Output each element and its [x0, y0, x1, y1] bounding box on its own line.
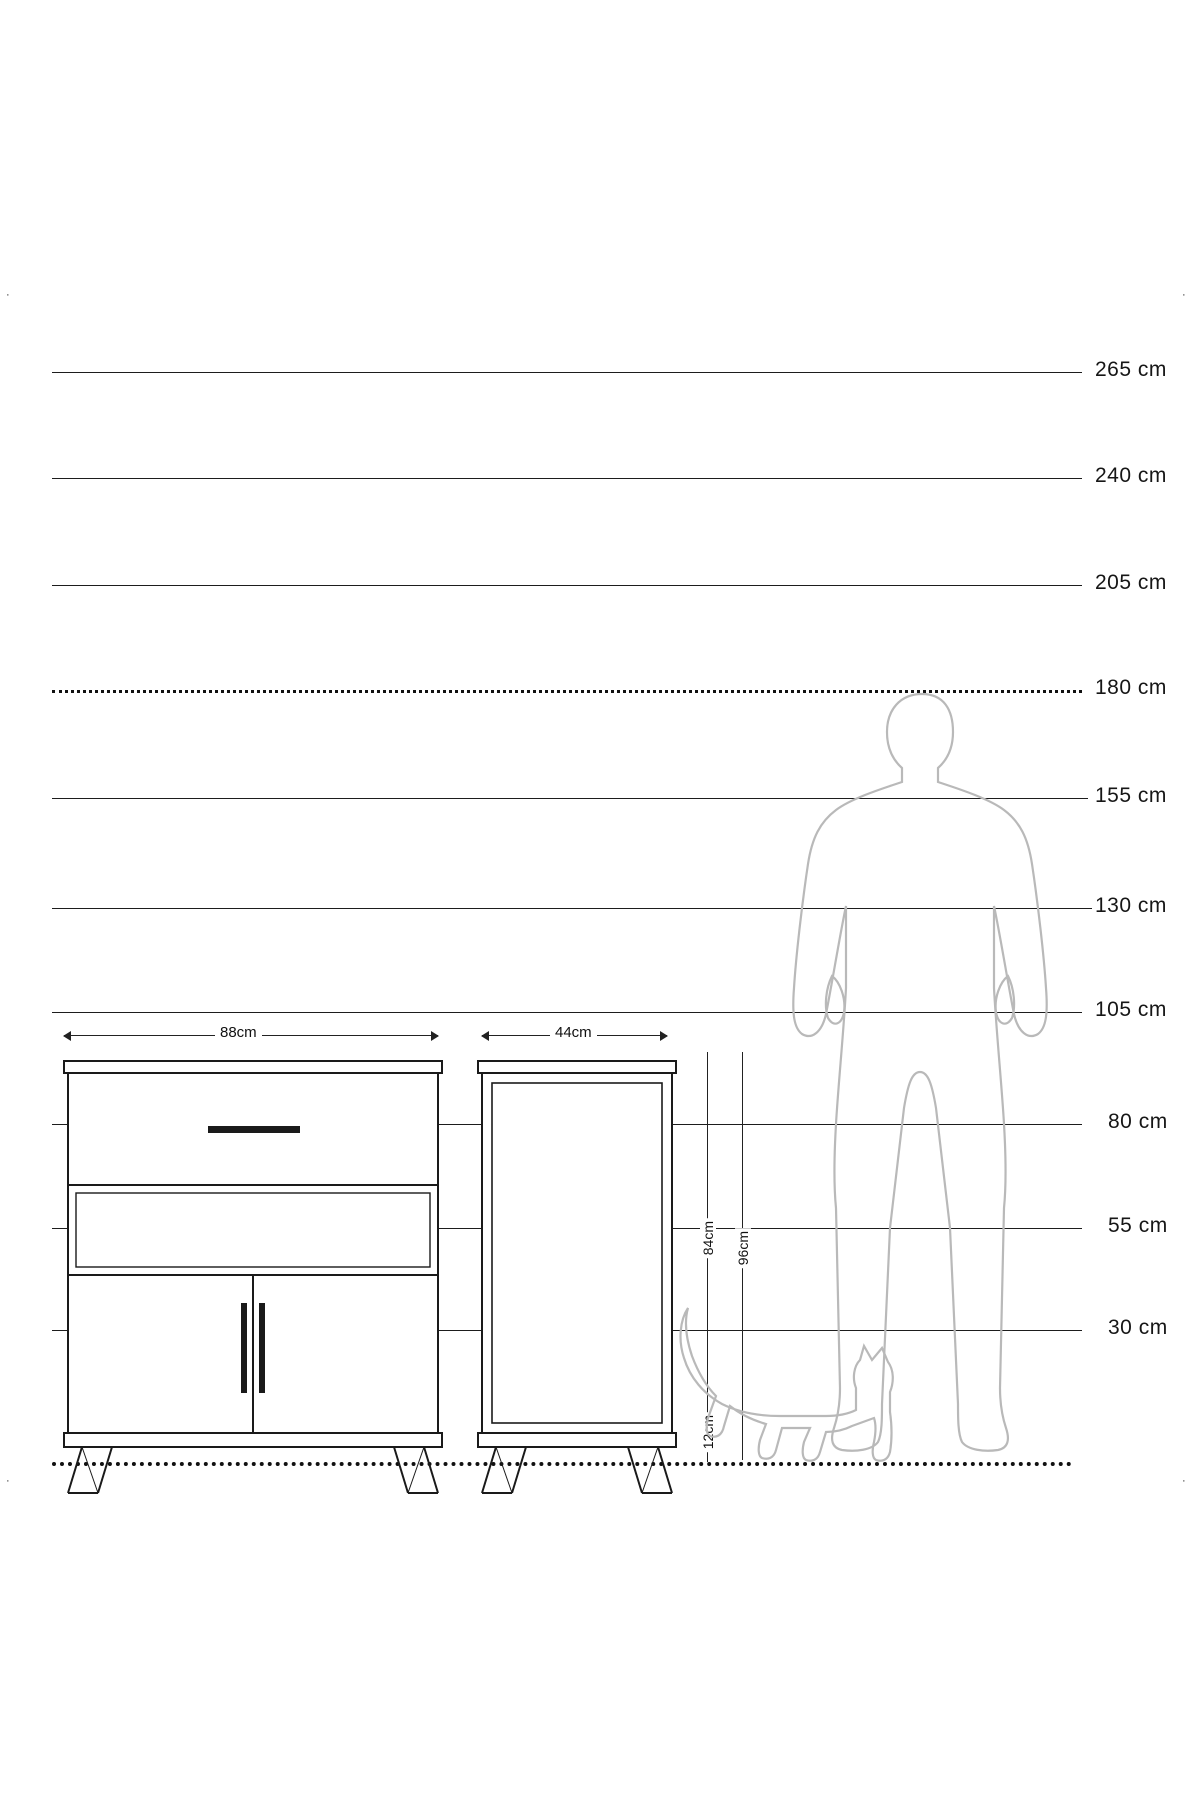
scale-label-240: 240 cm: [1095, 464, 1167, 487]
scale-line-265: [52, 372, 1082, 373]
sideboard-drawing: [58, 1045, 458, 1505]
corner-tick-bottom-right: ·: [1182, 1475, 1186, 1487]
corner-tick-bottom-left: ·: [6, 1475, 10, 1487]
scale-label-205: 205 cm: [1095, 571, 1167, 594]
dimension-label-88cm: 88cm: [215, 1024, 262, 1041]
dimension-label-12cm: 12cm: [700, 1412, 716, 1452]
scale-label-180: 180 cm: [1095, 676, 1167, 699]
scale-label-55: 55 cm: [1108, 1214, 1168, 1237]
cabinet-drawing: [472, 1045, 682, 1505]
scale-line-205: [52, 585, 1082, 586]
scale-label-80: 80 cm: [1108, 1110, 1168, 1133]
scale-label-155: 155 cm: [1095, 784, 1167, 807]
cat-silhouette: [676, 1300, 916, 1470]
dimension-label-84cm: 84cm: [700, 1218, 716, 1258]
scale-label-130: 130 cm: [1095, 894, 1167, 917]
dimension-label-44cm: 44cm: [550, 1024, 597, 1041]
scale-line-240: [52, 478, 1082, 479]
scale-label-30: 30 cm: [1108, 1316, 1168, 1339]
scale-label-105: 105 cm: [1095, 998, 1167, 1021]
corner-tick-top-right: ·: [1182, 289, 1186, 301]
dimension-label-96cm: 96cm: [735, 1228, 751, 1268]
corner-tick-top-left: ·: [6, 289, 10, 301]
scale-label-265: 265 cm: [1095, 358, 1167, 381]
